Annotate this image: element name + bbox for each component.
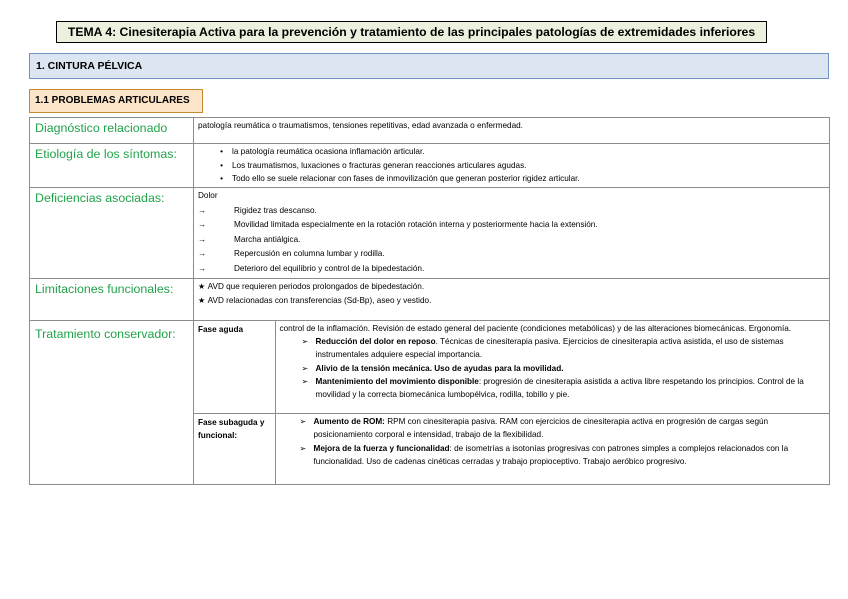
- arrow-icon: →: [198, 205, 207, 215]
- list-item-text: la patología reumática ocasiona inflamación articular.: [232, 147, 425, 156]
- list-item: [198, 145, 825, 159]
- list-item: [198, 204, 825, 219]
- list-item-text: Los traumatismos, luxaciones o fracturas generan reacciones articulares agudas.: [232, 160, 527, 170]
- phase-subaguda-label: Fase subaguda y funcional:: [194, 414, 275, 484]
- row-content-etiologia: [194, 144, 830, 188]
- arrowhead-bullet-icon: ➢: [299, 417, 307, 427]
- row-label-deficiencias: Deficiencias asociadas:: [30, 188, 194, 279]
- list-item: [300, 442, 826, 469]
- list-item-bold: Aumento de ROM:: [313, 417, 385, 427]
- row-label-etiologia: Etiología de los síntomas:: [30, 144, 194, 188]
- phase-aguda-intro: control de la inflamación. Revisión de estado general del paciente (condiciones metabólicas) y de las alteraciones biomecánicas. Ergonomía.: [279, 323, 792, 333]
- list-item: [300, 415, 826, 442]
- bullet-icon: •: [220, 147, 223, 156]
- list-item-text: Marcha antiálgica.: [234, 234, 301, 244]
- arrow-icon: →: [198, 234, 207, 244]
- bullet-icon: •: [220, 160, 223, 170]
- list-item-text: : de isometrías a isotonías progresivas con patrones simples a complejos relacionados con la funcionalidad. Uso de cadenas cinéticas cerradas y trabajo propioceptivo. Trabajo aeróbico progresivo.: [313, 443, 789, 467]
- table-row: [30, 320, 830, 484]
- list-item-bold: Reducción del dolor en reposo: [315, 336, 436, 346]
- subsection-heading: 1.1 PROBLEMAS ARTICULARES: [29, 89, 203, 113]
- arrowhead-bullet-icon: ➢: [299, 443, 307, 453]
- list-item: [302, 375, 826, 402]
- table-row: [30, 188, 830, 279]
- row-label-diagnostico: Diagnóstico relacionado: [30, 118, 194, 144]
- list-item-text: Movilidad limitada especialmente en la rotación rotación interna y posteriormente hacia la extensión.: [234, 220, 598, 230]
- list-item: [198, 280, 825, 295]
- list-item: [198, 233, 825, 248]
- list-item-text: Rigidez tras descanso.: [234, 205, 317, 215]
- row-content-tratamiento: [194, 320, 830, 484]
- list-item: [198, 262, 825, 277]
- row-content-diagnostico: [194, 118, 830, 144]
- phase-aguda-label: Fase aguda: [194, 321, 275, 414]
- star-icon: ★: [198, 281, 206, 291]
- list-item-bold: Alivio de la tensión mecánica. Uso de ayudas para la movilidad.: [315, 363, 564, 373]
- list-item: [198, 247, 825, 262]
- deficiencias-intro: Dolor: [198, 191, 218, 201]
- list-item-text: Todo ello se suele relacionar con fases de inmovilización que generan posterior rigidez articular.: [232, 174, 580, 184]
- list-item: [302, 362, 826, 375]
- row-label-limitaciones: Limitaciones funcionales:: [30, 278, 194, 320]
- arrow-icon: →: [198, 249, 207, 259]
- content-table: [29, 117, 830, 485]
- table-row: [30, 278, 830, 320]
- star-icon: ★: [198, 296, 206, 306]
- table-row: [30, 144, 830, 188]
- list-item: [198, 218, 825, 233]
- list-item: [198, 159, 825, 173]
- arrow-icon: →: [198, 264, 207, 274]
- list-item-bold: Mantenimiento del movimiento disponible: [315, 376, 479, 386]
- table-row: [194, 414, 829, 484]
- list-item-bold: Mejora de la fuerza y funcionalidad: [313, 443, 450, 453]
- list-item-text: AVD relacionadas con transferencias (Sd-Bp), aseo y vestido.: [207, 296, 432, 306]
- list-item: [198, 294, 825, 309]
- row-label-tratamiento: Tratamiento conservador:: [30, 320, 194, 484]
- phase-aguda-content: [275, 321, 829, 414]
- list-item: [302, 335, 826, 362]
- bullet-icon: •: [220, 174, 223, 184]
- table-row: [194, 321, 829, 414]
- row-content-limitaciones: [194, 278, 830, 320]
- arrowhead-bullet-icon: ➢: [301, 336, 309, 346]
- arrowhead-bullet-icon: ➢: [301, 363, 309, 373]
- list-item-text: . Técnicas de cinesiterapia pasiva. Ejercicios de cinesiterapia activa asistida, el uso de sistemas instrumentales adquiere especial importancia.: [315, 336, 784, 360]
- arrowhead-bullet-icon: ➢: [301, 376, 309, 386]
- section-heading: 1. CINTURA PÉLVICA: [29, 53, 829, 79]
- list-item-text: AVD que requieren periodos prolongados de bipedestación.: [207, 281, 425, 291]
- arrow-icon: →: [198, 220, 207, 230]
- treatment-table: [194, 321, 829, 484]
- diagnostico-text: patología reumática o traumatismos, tensiones repetitivas, edad avanzada o enfermedad.: [198, 121, 523, 130]
- list-item: [198, 172, 825, 186]
- list-item-text: : progresión de cinesiterapia asistida a activa libre respetando los principios. Control de la movilidad y la correcta biomecánica lumbopélvica, rodilla, tobillo y pie.: [315, 376, 804, 400]
- list-item-text: RPM con cinesiterapia pasiva. RAM con ejercicios de cinesiterapia activa en progresión de cargas según posicionamiento corporal e intensidad, trabajo de la flexibilidad.: [313, 417, 769, 440]
- list-item-text: Repercusión en columna lumbar y rodilla.: [234, 249, 385, 259]
- phase-subaguda-content: [275, 414, 829, 484]
- list-item-text: Deterioro del equilibrio y control de la bipedestación.: [234, 264, 425, 274]
- table-row: [30, 118, 830, 144]
- row-content-deficiencias: [194, 188, 830, 279]
- page-title: TEMA 4: Cinesiterapia Activa para la prevención y tratamiento de las principales patologías de extremidades inferiores: [56, 21, 767, 43]
